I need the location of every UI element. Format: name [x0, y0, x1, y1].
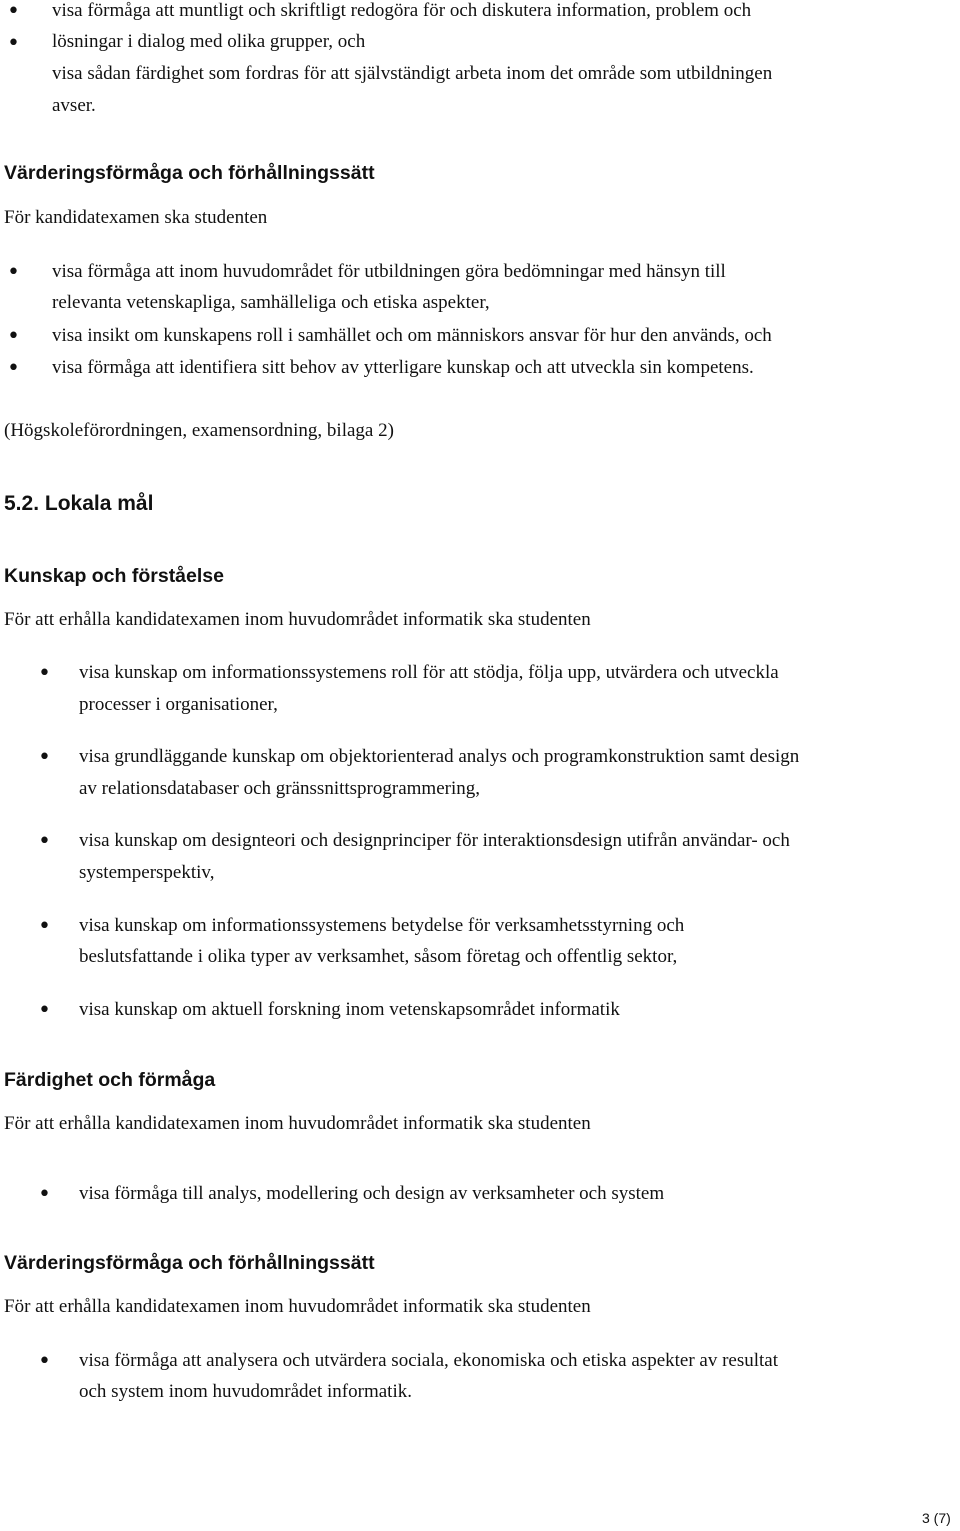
list-item-line: visa kunskap om aktuell forskning inom vetenskapsområdet informatik — [79, 999, 620, 1020]
list-item-line: relevanta vetenskapliga, samhälleliga och etiska aspekter, — [52, 292, 490, 313]
section-heading: Värderingsförmåga och förhållningssätt — [4, 162, 375, 184]
list-item-line: visa kunskap om informationssystemens betydelse för verksamhetsstyrning och — [79, 915, 685, 936]
bullet-marker: • — [38, 829, 51, 854]
list-item-line: systemperspektiv, — [79, 862, 215, 883]
bullet-marker: • — [38, 914, 51, 939]
section-lead: För att erhålla kandidatexamen inom huvudområdet informatik ska studenten — [4, 1296, 591, 1317]
bullet-marker: • — [38, 1349, 51, 1374]
list-item-line: visa insikt om kunskapens roll i samhället och om människors ansvar för hur den används, och — [52, 325, 772, 346]
list-item-line: visa förmåga att identifiera sitt behov av ytterligare kunskap och att utveckla sin kompetens. — [52, 357, 754, 378]
list-item-line: visa förmåga att muntligt och skriftligt redogöra för och diskutera information, problem och — [52, 0, 752, 21]
list-item-line: visa kunskap om designteori och designprinciper för interaktionsdesign utifrån användar- och — [79, 830, 790, 851]
section-lead: För kandidatexamen ska studenten — [4, 207, 268, 228]
list-item-line: av relationsdatabaser och gränssnittsprogrammering, — [79, 778, 480, 799]
section-lead: För att erhålla kandidatexamen inom huvudområdet informatik ska studenten — [4, 1113, 591, 1134]
list-item-line: visa grundläggande kunskap om objektorienterad analys och programkonstruktion samt design — [79, 746, 800, 767]
list-item-line: visa sådan färdighet som fordras för att självständigt arbeta inom det område som utbildningen — [52, 63, 773, 84]
list-item-line: och system inom huvudområdet informatik. — [79, 1381, 412, 1402]
list-item-line: visa kunskap om informationssystemens roll för att stödja, följa upp, utvärdera och utveckla — [79, 662, 779, 683]
section-heading: Kunskap och förståelse — [4, 565, 224, 587]
bullet-marker: • — [38, 1182, 51, 1207]
bullet-marker: • — [38, 998, 51, 1023]
list-item-line: processer i organisationer, — [79, 694, 278, 715]
section-heading: Värderingsförmåga och förhållningssätt — [4, 1252, 375, 1274]
list-item-line: beslutsfattande i olika typer av verksamhet, såsom företag och offentlig sektor, — [79, 946, 678, 967]
page-number: 3 (7) — [922, 1510, 951, 1526]
bullet-marker: • — [7, 31, 20, 56]
list-item-line: visa förmåga att analysera och utvärdera sociala, ekonomiska och etiska aspekter av resultat — [79, 1350, 779, 1371]
section-lead: För att erhålla kandidatexamen inom huvudområdet informatik ska studenten — [4, 609, 591, 630]
section-heading: Färdighet och förmåga — [4, 1069, 216, 1091]
subsection-title: 5.2. Lokala mål — [4, 492, 154, 515]
list-item-line: visa förmåga att inom huvudområdet för utbildningen göra bedömningar med hänsyn till — [52, 261, 726, 282]
bullet-marker: • — [7, 356, 20, 381]
bullet-marker: • — [7, 0, 20, 24]
bullet-marker: • — [38, 745, 51, 770]
list-item-line: visa förmåga till analys, modellering och design av verksamheter och system — [79, 1183, 665, 1204]
bullet-marker: • — [38, 661, 51, 686]
list-item-line: lösningar i dialog med olika grupper, och — [52, 31, 366, 52]
list-item-line: avser. — [52, 95, 96, 116]
bullet-marker: • — [7, 260, 20, 285]
citation: (Högskoleförordningen, examensordning, bilaga 2) — [4, 420, 394, 441]
bullet-marker: • — [7, 324, 20, 349]
